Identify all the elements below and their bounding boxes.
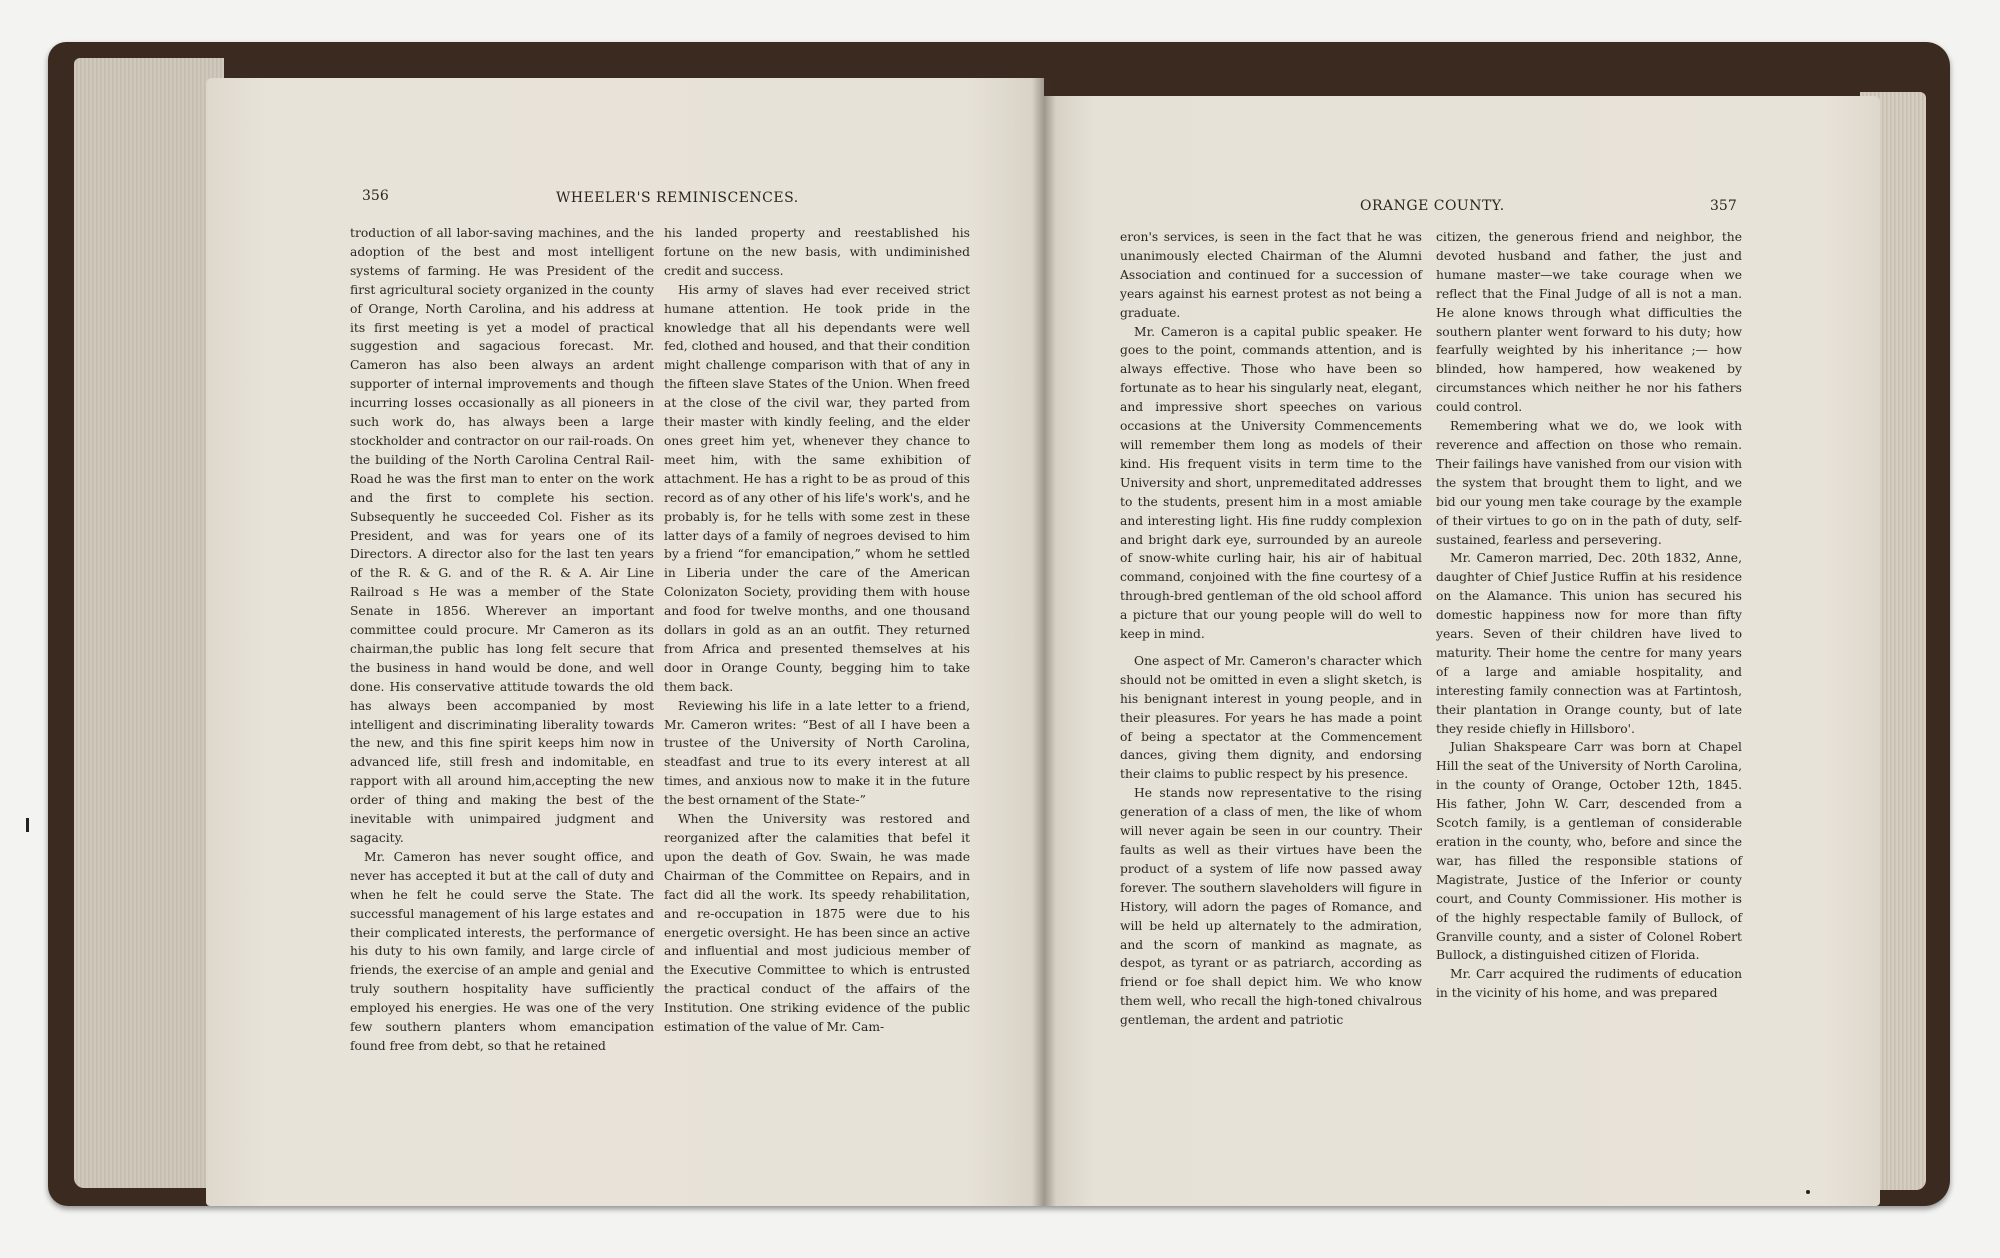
page-speck [1806,1190,1810,1194]
paragraph: Reviewing his life in a late letter to a friend, Mr. Cameron writes: “Best of all I have been a trustee of the University of North Carolina, steadfast and true to its every interest at all times, and anxious now to make it in the future the best ornament of the State-” [664,698,970,808]
margin-mark [26,818,29,832]
right-page-number: 357 [1710,198,1737,214]
right-column-1 [1120,228,1422,1030]
left-page [206,78,1044,1206]
paragraph: Mr. Cameron has never sought office, and never has accepted it but at the call of duty and when he felt he could serve the State. The successful management of his large estates and their complicated interests, the performance of his duty to his own family, and large circle of friends, the exercise of an ample and genial and truly southern hospitality have sufficiently employed his energies. He was one of the very few southern planters whom emancipation found free from debt, so that he retained [350,849,654,1053]
paragraph: He stands now representative to the rising generation of a class of men, the like of whom will never again be seen in our country. Their faults as well as their virtues have been the product of a system of life now passed away forever. The southern slaveholders will figure in History, will adorn the pages of Romance, and will be held up alternately to the admiration, and the scorn of mankind as magnate, as despot, as tyrant or as patriarch, according as friend or foe shall depict him. We who know them well, who recall the high-toned chivalrous gentleman, the ardent and patriotic [1120,786,1422,1028]
left-column-1 [350,224,654,1056]
paragraph: troduction of all labor-saving machines, and the adoption of the best and most intelligent systems of farming. He was President of the first agricultural society organized in the county of Orange, North Carolina, and his address at its first meeting is yet a model of practical suggestion and sagacious forecast. Mr. Cameron has also been always an ardent supporter of internal improvements and though incurring losses occasionally as all pioneers in such work do, has always been a large stockholder and contractor on our rail-roads. On the building of the North Carolina Central Rail-Road he was the first man to enter on the work and the first to complete his section. Subsequently he succeeded Col. Fisher as its President, and was for years one of its Directors. A director also for the last ten years of the R. & G. and of the R. & A. Air Line Railroad s He was a member of the State Senate in 1856. Wherever an important committee could procure. Mr Cameron as its chairman,the public has long felt secure that the business in hand would be done, and well done. His conservative attitude towards the old has always been accompanied by most intelligent and discriminating liberality towards the new, and this fine spirit keeps him now in advanced life, still fresh and indomitable, en rapport with all around him,accepting the new order of thing and making the best of the inevitable with unimpaired judgment and sagacity. [350,226,654,845]
paragraph: Remembering what we do, we look with reverence and affection on those who remain. Their failings have vanished from our vision with the system that brought them to light, and we bid our young men take courage by the example of their virtues to go on in the path of duty, self-sustained, fearless and persevering. [1436,419,1742,547]
left-running-head: WHEELER'S REMINISCENCES. [556,190,799,206]
paragraph: One aspect of Mr. Cameron's character which should not be omitted in even a slight sketch, is his benignant interest in young people, and in their pleasures. For years he has made a point of being a spectator at the Commencement dances, giving them dignity, and endorsing their claims to public respect by his presence. [1120,653,1422,782]
left-column-2 [664,224,970,1037]
left-page-number: 356 [362,188,389,204]
right-page [1044,96,1880,1206]
paragraph: Mr. Cameron married, Dec. 20th 1832, Anne, daughter of Chief Justice Ruffin at his residence on the Alamance. This union has secured his domestic happiness now for more than fifty years. Seven of their children have lived to maturity. Their home the centre for many years of a large and amiable hospitality, and interesting family connection was at Fartintosh, their plantation in Orange county, but of late they reside chiefly in Hillsboro'. [1436,551,1742,736]
paragraph: citizen, the generous friend and neighbor, the devoted husband and father, the just and humane master—we take courage when we reflect that the Final Judge of all is not a man. He alone knows through what difficulties the southern planter went forward to his duty; how fearfully weighted by his inheritance ;— how blinded, how hampered, how weakened by circumstances which neither he nor his fathers could control. [1436,230,1742,415]
paragraph: Mr. Carr acquired the rudiments of education in the vicinity of his home, and was prepared [1436,967,1742,1001]
paragraph: eron's services, is seen in the fact that he was unanimously elected Chairman of the Alumni Association and continued for a succession of years against his earnest protest as not being a graduate. [1120,230,1422,320]
book-gutter [1032,78,1056,1206]
right-running-head: ORANGE COUNTY. [1360,198,1505,214]
paragraph: His army of slaves had ever received strict humane attention. He took pride in the knowledge that all his dependants were well fed, clothed and housed, and that their condition might challenge comparison with that of any in the fifteen slave States of the Union. When freed at the close of the civil war, they parted from their master with kindly feeling, and the elder ones greet him yet, whenever they chance to meet him, with the same exhibition of attachment. He has a right to be as proud of this record as of any other of his life's work's, and he probably is, for he tells with some zest in these latter days of a family of negroes devised to him by a friend “for emancipation,” whom he settled in Liberia under the care of the American Colonizaton Society, providing them with house and food for twelve months, and one thousand dollars in gold as an an outfit. They returned from Africa and presented themselves at his door in Orange County, begging him to take them back. [664,282,970,694]
right-column-2 [1436,228,1742,1003]
page-block-left-edge [74,58,224,1188]
paragraph: When the University was restored and reorganized after the calamities that befel it upon the death of Gov. Swain, he was made Chairman of the Committee on Repairs, and in fact did all the work. Its speedy rehabilitation, and re-occupation in 1875 were due to his energetic oversight. He has been since an active and influential and most judicious member of the Executive Committee to which is entrusted the practical conduct of the affairs of the Institution. One striking evidence of the public estimation of the value of Mr. Cam- [664,812,970,1035]
paragraph: Mr. Cameron is a capital public speaker. He goes to the point, commands attention, and is always effective. Those who have been so fortunate as to hear his singularly neat, elegant, and impressive short speeches on various occasions at the University Commencements will remember them long as models of their kind. His frequent visits in term time to the University and short, unpremeditated addresses to the students, present him in a most amiable and interesting light. His fine ruddy complexion and bright dark eye, surrounded by an aureole of snow-white curling hair, his air of habitual command, conjoined with the fine courtesy of a through-bred gentleman of the old school afford a picture that our young people will do well to keep in mind. [1120,324,1422,642]
paragraph: his landed property and reestablished his fortune on the new basis, with undiminished credit and success. [664,226,970,278]
paragraph: Julian Shakspeare Carr was born at Chapel Hill the seat of the University of North Carolina, in the county of Orange, October 12th, 1845. His father, John W. Carr, descended from a Scotch family, is a gentleman of considerable eration in the county, who, before and since the war, has filled the responsible stations of Magistrate, Justice of the Inferior or county court, and County Commissioner. His mother is of the highly respectable family of Bullock, of Granville county, and a sister of Colonel Robert Bullock, a distinguished citizen of Florida. [1436,740,1742,963]
